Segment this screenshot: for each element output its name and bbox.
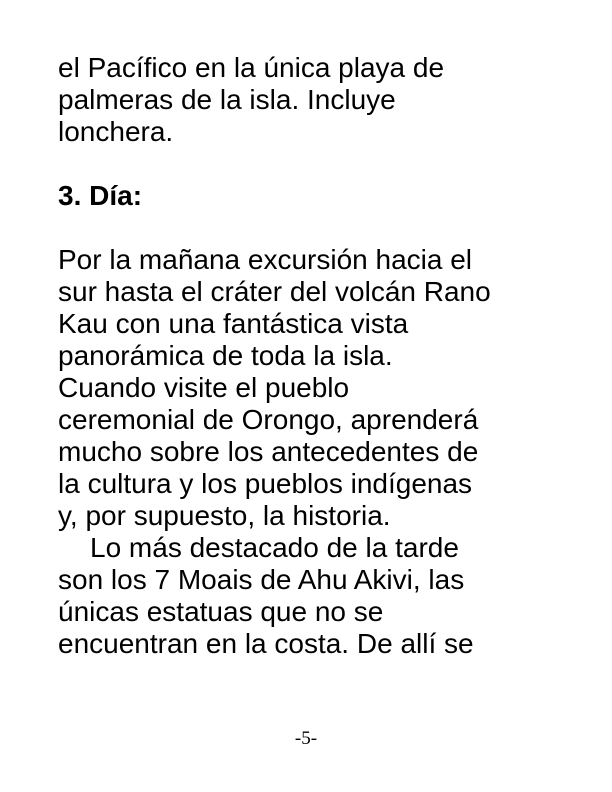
text-line: ceremonial de Orongo, aprenderá	[58, 404, 479, 435]
paragraph-gap	[58, 148, 598, 180]
text-line: panorámica de toda la isla.	[58, 340, 393, 371]
text-line: Cuando visite el pueblo	[58, 372, 350, 403]
text-line: y, por supuesto, la historia.	[58, 500, 391, 531]
text-line: encuentran en la costa. De allí se	[58, 628, 474, 659]
text-line: son los 7 Moais de Ahu Akivi, las	[58, 564, 465, 595]
text-line: lonchera.	[58, 116, 174, 147]
text-line: Lo más destacado de la tarde	[90, 532, 459, 563]
text-line: mucho sobre los antecedentes de	[58, 436, 479, 467]
body-text	[58, 52, 598, 660]
text-line: la cultura y los pueblos indígenas	[58, 468, 473, 499]
text-line: el Pacífico en la única playa de	[58, 52, 445, 83]
text-line: Kau con una fantástica vista	[58, 308, 409, 339]
text-line: únicas estatuas que no se	[58, 596, 384, 627]
paragraph-gap	[58, 212, 598, 244]
text-line: Por la mañana excursión hacia el	[58, 244, 473, 275]
text-line: palmeras de la isla. Incluye	[58, 84, 396, 115]
text-line: sur hasta el cráter del volcán Rano	[58, 276, 491, 307]
page-number: -5-	[294, 728, 318, 749]
section-heading: 3. Día:	[58, 180, 143, 211]
